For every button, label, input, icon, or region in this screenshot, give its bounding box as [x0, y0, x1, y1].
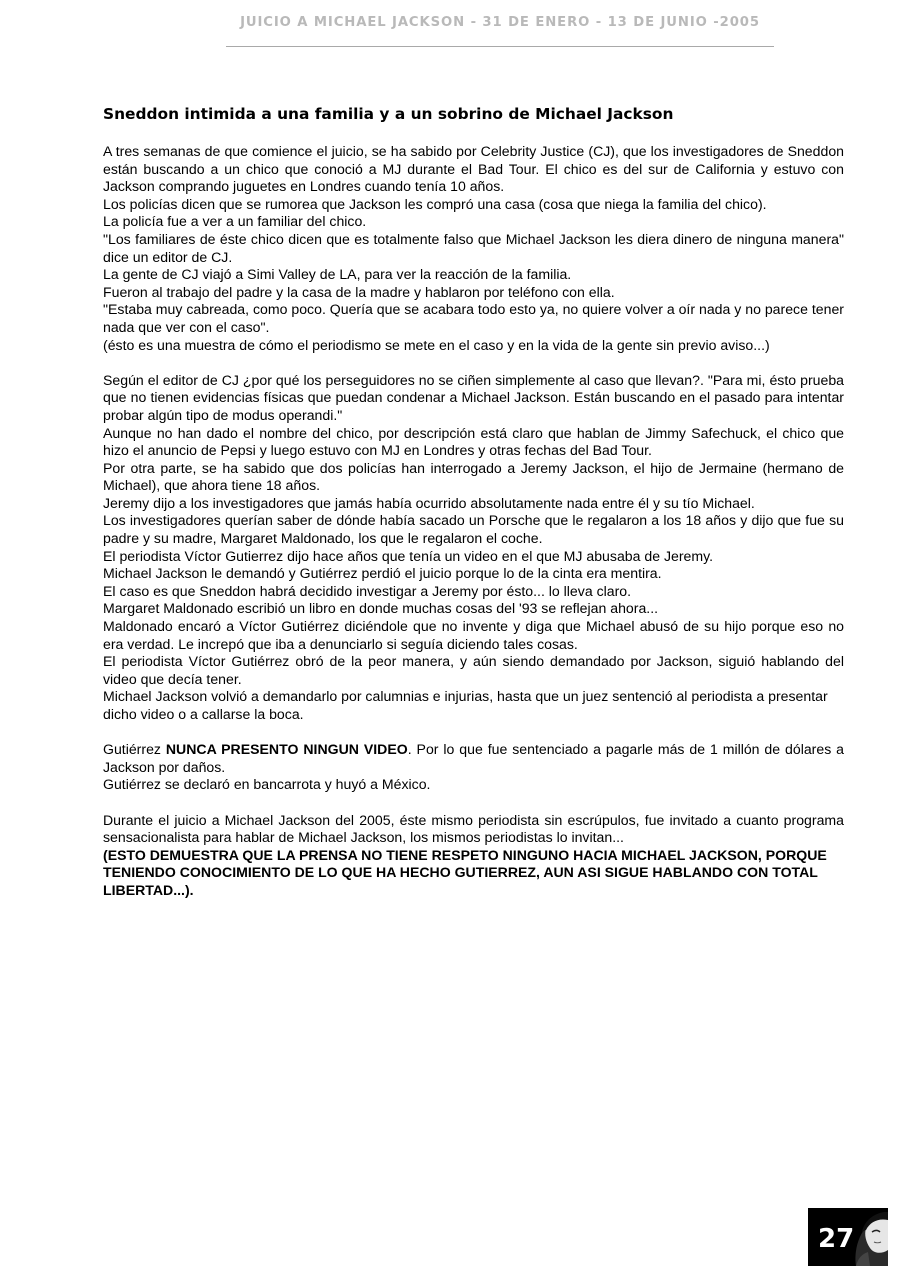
article-line: A tres semanas de que comience el juicio, se ha sabido por Celebrity Justice (CJ), que los investigadores de Sneddon están buscando a un chico que conoció a MJ durante el Bad Tour. El chico es del sur de California y estuvo con Jackson comprando juguetes en Londres cuando tenía 10 años.: [103, 143, 844, 195]
article-line: Margaret Maldonado escribió un libro en donde muchas cosas del '93 se reflejan ahora...: [103, 600, 659, 617]
article-line: Los investigadores querían saber de dónde había sacado un Porsche que le regalaron a los 18 años y dijo que fue su padre y su madre, Margaret Maldonado, los que le regalaron el coche.: [103, 512, 844, 547]
article-line: "Estaba muy cabreada, como poco. Quería que se acabara todo esto ya, no quiere volver a oír nada y no parece tener nada que ver con el caso".: [103, 301, 844, 335]
article-line: Por otra parte, se ha sabido que dos policías han interrogado a Jeremy Jackson, el hijo de Jermaine (hermano de Michael), que ahora tiene 18 años.: [103, 459, 844, 494]
article-line: Durante el juicio a Michael Jackson del 2005, éste mismo periodista sin escrúpulos, fue invitado a cuanto programa sensacionalista para hablar de Michael Jackson, los mismos periodistas lo invitan...: [103, 811, 844, 846]
article-line: Fueron al trabajo del padre y la casa de la madre y hablaron por teléfono con ella.: [103, 283, 615, 300]
article-line: Aunque no han dado el nombre del chico, por descripción está claro que hablan de Jimmy Safechuck, el chico que hizo el anuncio de Pepsi y luego estuvo con MJ en Londres y otras fechas del Bad Tour.: [103, 424, 844, 459]
header-divider: [226, 46, 774, 47]
article-line: Jeremy dijo a los investigadores que jamás había ocurrido absolutamente nada entre él y su tío Michael.: [103, 494, 755, 511]
article-line: Los policías dicen que se rumorea que Jackson les compró una casa (cosa que niega la familia del chico).: [103, 195, 767, 212]
paragraph-sentence: [103, 741, 844, 794]
lead-name: Gutiérrez: [103, 741, 166, 758]
article-line: La policía fue a ver a un familiar del chico.: [103, 213, 367, 230]
article-line: Maldonado encaró a Víctor Gutiérrez diciéndole que no invente y diga que Michael abusó de su hijo porque eso no era verdad. Le increpó que iba a denunciarlo si seguía diciendo tales cosas.: [103, 618, 844, 652]
bold-phrase: NUNCA PRESENTO NINGUN VIDEO: [165, 741, 408, 758]
page-number-badge: [808, 1208, 888, 1266]
paragraph-conclusion: [103, 812, 844, 900]
article-line: El caso es que Sneddon habrá decidido investigar a Jeremy por ésto... lo lleva claro.: [103, 582, 632, 599]
article-line: La gente de CJ viajó a Simi Valley de LA, para ver la reacción de la familia.: [103, 266, 572, 283]
article-line: "Los familiares de éste chico dicen que es totalmente falso que Michael Jackson les diera dinero de ninguna manera" dice un editor de CJ.: [103, 230, 844, 265]
article-line: El periodista Víctor Gutiérrez obró de la peor manera, y aún siendo demandado por Jackson, siguió hablando del video que decía tener.: [103, 653, 844, 687]
article-line: El periodista Víctor Gutierrez dijo hace años que tenía un video en el que MJ abusaba de Jeremy.: [103, 547, 714, 564]
article-body: [103, 104, 844, 917]
sentence-rest: . Por lo que fue sentenciado a pagarle más de 1 millón de dólares a Jackson por daños.: [103, 741, 845, 775]
bold-conclusion: (ESTO DEMUESTRA QUE LA PRENSA NO TIENE RESPETO NINGUNO HACIA MICHAEL JACKSON, PORQUE TENIENDO CONOCIMIENTO DE LO QUE HA HECHO GUTIERREZ, AUN ASI SIGUE HABLANDO CON TOTAL LIBERTAD...).: [103, 846, 827, 898]
article-line: Según el editor de CJ ¿por qué los perseguidores no se ciñen simplemente al caso que llevan?. "Para mi, ésto prueba que no tienen evidencias físicas que puedan condenar a Michael Jackson. Están buscando en el pasado para intentar probar algún tipo de modus operandi.": [103, 371, 844, 423]
article-title: Sneddon intimida a una familia y a un sobrino de Michael Jackson: [103, 105, 674, 123]
article-line: Gutiérrez se declaró en bancarrota y huyó a México.: [103, 776, 431, 793]
article-line: (ésto es una muestra de cómo el periodismo se mete en el caso y en la vida de la gente sin previo aviso...): [103, 336, 770, 353]
page-number: 27: [818, 1224, 855, 1254]
article-line: [103, 741, 844, 776]
article-line: Michael Jackson le demandó y Gutiérrez perdió el juicio porque lo de la cinta era mentira.: [103, 565, 662, 582]
paragraph-editor-opinion: [103, 372, 844, 724]
running-header: JUICIO A MICHAEL JACKSON - 31 DE ENERO - 13 DE JUNIO -2005: [240, 15, 760, 30]
article-line: Michael Jackson volvió a demandarlo por calumnias e injurias, hasta que un juez sentenció al periodista a presentar dicho video o a callarse la boca.: [103, 688, 828, 722]
paragraph-cj-investigation: [103, 143, 844, 354]
